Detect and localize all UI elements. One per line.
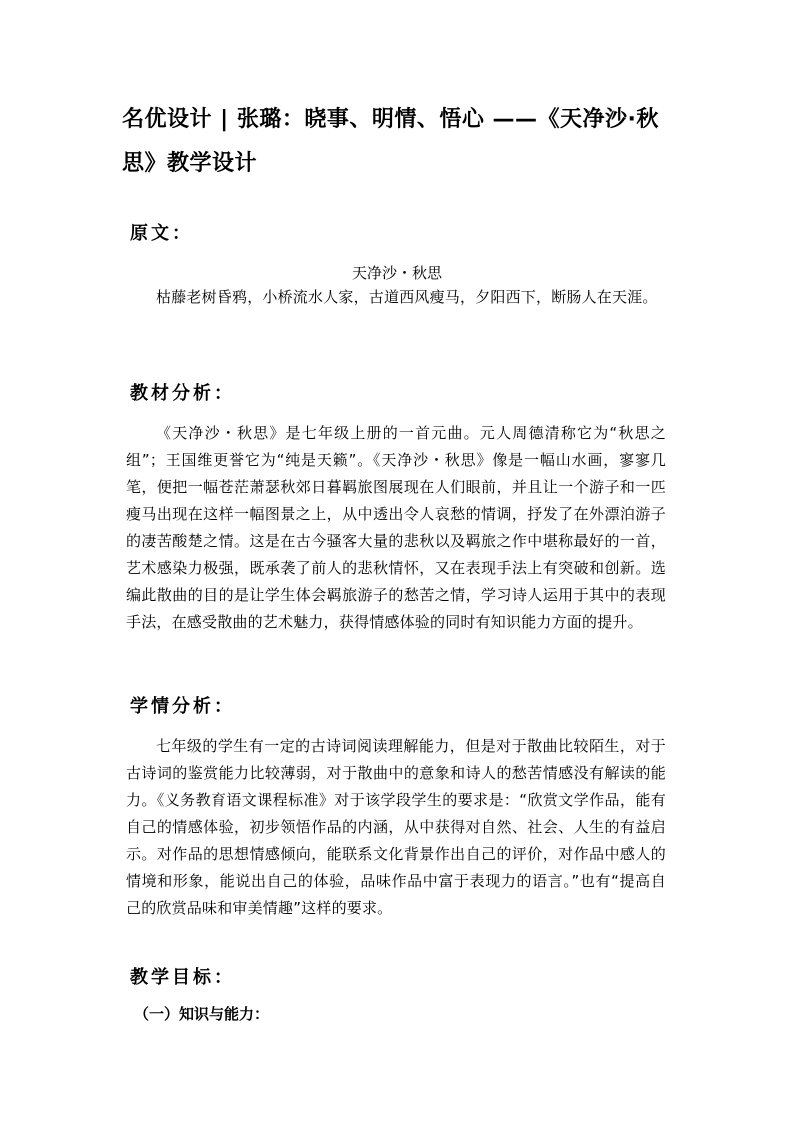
sub-heading-knowledge-ability: （一）知识与能力： (134, 1005, 270, 1023)
section-heading-original-text: 原文： (130, 223, 193, 244)
document-title: 名优设计 | 张璐：晓事、明情、悟心 ——《天净沙·秋思》教学设计 (122, 107, 659, 176)
section-heading-textbook-analysis: 教材分析： (130, 383, 235, 404)
student-analysis-paragraph: 七年级的学生有一定的古诗词阅读理解能力，但是对于散曲比较陌生，对于古诗词的鉴赏能力比较薄弱，对于散曲中的意象和诗人的愁苦情感没有解读的能力。《义务教育语文课程标准》对于该学段学生的要求是：“欣赏文学作品，能有自己的情感体验，初步领悟作品的内涵，从中获得对自然、社会、人生的有益启示。对作品的思想情感倾向，能联系文化背景作出自己的评价，对作品中感人的情境和形象，能说出自己的体验，品味作品中富于表现力的语言。”也有“提高自己的欣赏品味和审美情趣”这样的要求。 (126, 737, 666, 917)
section-heading-teaching-goals: 教学目标： (130, 967, 235, 988)
poem-text: 枯藤老树昏鸦，小桥流水人家，古道西风瘦马，夕阳西下，断肠人在天涯。 (156, 288, 658, 306)
section-heading-student-analysis: 学情分析： (130, 696, 235, 717)
poem-title: 天净沙・秋思 (351, 264, 442, 282)
textbook-analysis-paragraph: 《天净沙・秋思》是七年级上册的一首元曲。元人周德清称它为“秋思之组”；王国维更誉它为“纯是天籁”。《天净沙・秋思》像是一幅山水画，寥寥几笔，便把一幅苍茫萧瑟秋郊日暮羁旅图展现在人们眼前，并且让一个游子和一匹瘦马出现在这样一幅图景之上，从中透出令人哀愁的情调，抒发了在外漂泊游子的凄苦酸楚之情。这是在古今骚客大量的悲秋以及羁旅之作中堪称最好的一首，艺术感染力极强，既承袭了前人的悲秋情怀，又在表现手法上有突破和创新。选编此散曲的目的是让学生体会羁旅游子的愁苦之情，学习诗人运用于其中的表现手法，在感受散曲的艺术魅力，获得情感体验的同时有知识能力方面的提升。 (126, 424, 666, 631)
